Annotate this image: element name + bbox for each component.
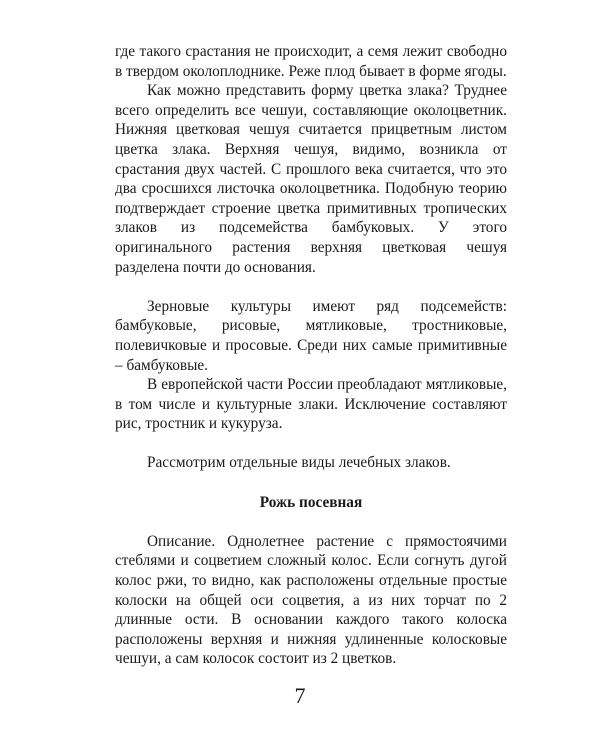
paragraph-european-russia: В европейской части России преобладают мятликовые, в том числе и культурные злаки. Исключение составляют рис, тростник и кукуруза. xyxy=(115,376,507,433)
paragraph-spacer xyxy=(115,473,507,493)
page-body xyxy=(115,42,507,669)
paragraph-spacer xyxy=(115,434,507,454)
page-number: 7 xyxy=(294,683,306,708)
paragraph-seed-continuation: где такого срастания не происходит, а семя лежит свободно в твердом околоплоднике. Реже плод бывает в форме ягоды. xyxy=(115,43,507,80)
paragraph-description: Описание. Однолетнее растение с прямостоячими стеблями и соцветием сложный колос. Если согнуть дугой колос ржи, то видно, как расположены отдельные простые колоски на общей оси соцветия, а из них торчат по 2 длинные ости. В основании каждого такого колоска расположены верхняя и нижняя удлиненные колосковые чешуи, а сам колосок состоит из 2 цветков. xyxy=(115,532,507,668)
paragraph-subfamilies: Зерновые культуры имеют ряд подсемейств: бамбуковые, рисовые, мятликовые, тростниковые, полевичковые и просовые. Среди них самые примитивные – бамбуковые. xyxy=(115,297,507,374)
section-heading: Рожь посевная xyxy=(259,493,363,511)
paragraph-spacer xyxy=(115,277,507,297)
paragraph-flower-form: Как можно представить форму цветка злака? Труднее всего определить все чешуи, составляющие околоцветник. Нижняя цветковая чешуя считается прицветным листом цветка злака. Верхняя чешуя, видимо, возникла от срастания двух частей. С прошлого века считается, что это два сросшихся листочка околоцветника. Подобную теорию подтверждает строение цветка примитивных тропических злаков из подсемейства бамбуковых. У этого оригинального растения верхняя цветковая чешуя разделена почти до основания. xyxy=(115,82,507,276)
paragraph-medicinal-intro: Рассмотрим отдельные виды лечебных злаков. xyxy=(147,454,451,472)
paragraph-spacer xyxy=(115,512,507,532)
